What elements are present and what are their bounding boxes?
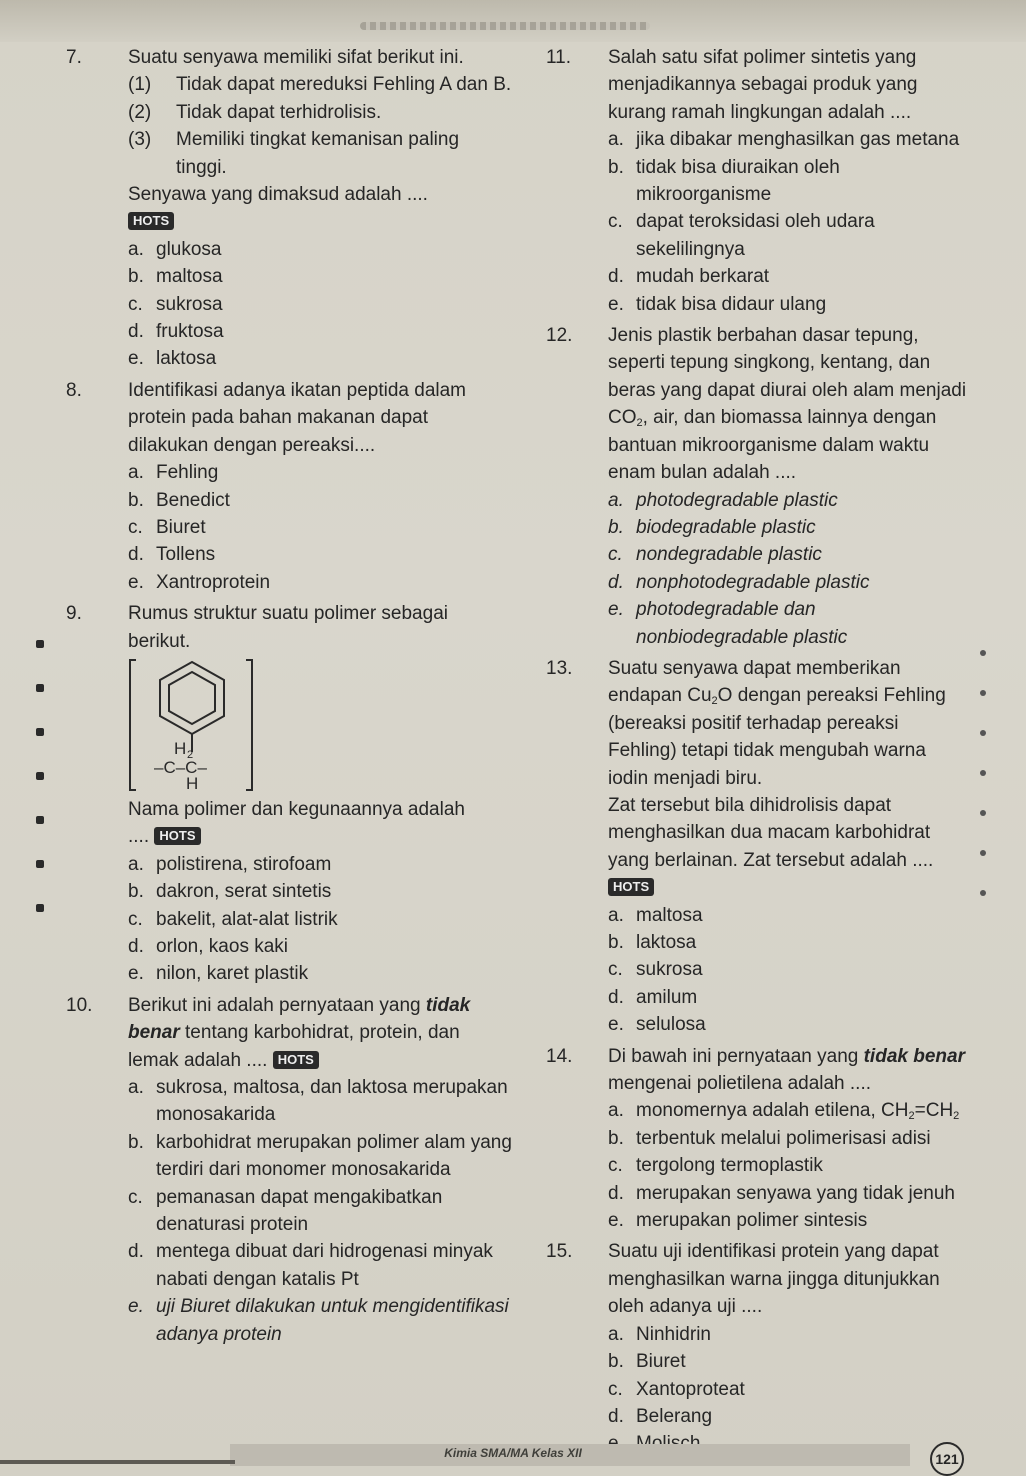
- top-decoration: [360, 22, 650, 30]
- question-12: [538, 322, 968, 651]
- option-a[interactable]: a. glukosa: [128, 238, 222, 260]
- structure-diagram: [128, 658, 258, 793]
- option-d[interactable]: d. merupakan senyawa yang tidak jenuh: [608, 1182, 955, 1204]
- question-number: 11.: [546, 47, 572, 68]
- option-d[interactable]: d. nonphotodegradable plastic: [608, 571, 870, 593]
- question-text-cont: , air, dan biomassa lainnya dengan bantuan mikroorganisme dalam waktu enam bulan adalah ....: [608, 407, 937, 484]
- question-text: Berikut ini adalah pernyataan yang: [128, 994, 426, 1016]
- question-text-2: Zat tersebut bila dihidrolisis dapat menghasilkan dua macam karbohidrat yang berlainan. Zat tersebut adalah ....: [608, 794, 934, 871]
- question-text: Rumus struktur suatu polimer sebagai berikut.: [128, 603, 448, 652]
- option-e[interactable]: e. selulosa: [608, 1014, 706, 1036]
- option-e[interactable]: e. uji Biuret dilakukan untuk mengidentifikasi adanya protein: [128, 1296, 509, 1345]
- question-prompt: Nama polimer dan kegunaannya adalah: [128, 798, 465, 820]
- option-b[interactable]: b. tidak bisa diuraikan oleh mikroorganisme: [608, 156, 840, 206]
- hots-badge: HOTS: [608, 878, 654, 896]
- option-d[interactable]: d. fruktosa: [128, 321, 224, 343]
- option-a[interactable]: a. jika dibakar menghasilkan gas metana: [608, 129, 960, 151]
- emphasis-tidak-benar: tidak benar: [863, 1045, 965, 1067]
- question-text-cont: mengenai polietilena adalah ....: [608, 1073, 872, 1095]
- binding-marks-right: [980, 650, 990, 950]
- structure-subscript: 2: [187, 748, 194, 761]
- question-13: [538, 655, 968, 1039]
- question-number: 15.: [546, 1241, 573, 1263]
- subscript: 2: [711, 695, 718, 708]
- option-a[interactable]: a. polistirena, stirofoam: [128, 853, 332, 875]
- question-11: [538, 44, 968, 318]
- left-column: [58, 44, 513, 1348]
- question-14: [538, 1043, 968, 1235]
- option-c[interactable]: c. tergolong termoplastik: [608, 1155, 823, 1177]
- option-e[interactable]: e. Xantroprotein: [128, 571, 271, 593]
- option-b[interactable]: b. dakron, serat sintetis: [128, 881, 332, 903]
- question-text: Suatu senyawa dapat memberikan endapan Cu: [608, 657, 901, 707]
- book-title: Kimia SMA/MA Kelas XII: [444, 1446, 582, 1460]
- option-c[interactable]: c. Xantoproteat: [608, 1378, 745, 1400]
- option-d[interactable]: d. mentega dibuat dari hidrogenasi minyak nabati dengan katalis Pt: [128, 1241, 493, 1290]
- option-e[interactable]: e. merupakan polimer sintesis: [608, 1210, 868, 1232]
- option-b[interactable]: b. biodegradable plastic: [608, 516, 816, 538]
- option-c[interactable]: c. sukrosa: [608, 959, 703, 981]
- option-e[interactable]: e. laktosa: [128, 348, 217, 370]
- structure-chain: –C–C–: [154, 757, 207, 777]
- option-a[interactable]: a. photodegradable plastic: [608, 489, 838, 511]
- question-text: Jenis plastik berbahan dasar tepung, seperti tepung singkong, kentang, dan beras yang dapat diurai oleh alam menjadi CO: [608, 325, 967, 429]
- hots-badge: HOTS: [128, 212, 174, 230]
- question-text: Di bawah ini pernyataan yang: [608, 1045, 864, 1067]
- question-text-cont: O dengan pereaksi Fehling (bereaksi positif terhadap pereaksi Fehling) tetapi tidak mengubah warna iodin menjadi biru.: [608, 685, 946, 789]
- question-text: Identifikasi adanya ikatan peptida dalam protein pada bahan makanan dapat dilakukan dengan pereaksi....: [128, 379, 467, 456]
- option-d[interactable]: d. amilum: [608, 986, 698, 1008]
- option-e[interactable]: e. nilon, karet plastik: [128, 963, 309, 985]
- question-prompt: Senyawa yang dimaksud adalah ....: [128, 184, 428, 206]
- subscript: 2: [636, 417, 643, 430]
- option-c[interactable]: c. nondegradable plastic: [608, 544, 822, 566]
- option-a[interactable]: a. maltosa: [608, 904, 703, 926]
- statement-text: Tidak dapat terhidrolisis.: [176, 101, 382, 123]
- option-a[interactable]: a. Fehling: [128, 462, 219, 484]
- option-b[interactable]: b. karbohidrat merupakan polimer alam yang terdiri dari monomer monosakarida: [128, 1131, 512, 1181]
- hots-badge: HOTS: [154, 827, 200, 845]
- right-column: [538, 44, 968, 1458]
- option-b[interactable]: b. maltosa: [128, 266, 223, 288]
- question-number: 13.: [546, 657, 573, 679]
- question-number: 14.: [546, 1045, 573, 1067]
- statement-number: (2): [128, 101, 152, 123]
- question-15: [538, 1238, 968, 1457]
- structure-h2: H: [174, 738, 187, 758]
- emphasis-tidak: tidak: [425, 994, 471, 1016]
- option-c[interactable]: c. Biuret: [128, 516, 206, 538]
- option-e[interactable]: e. photodegradable dan nonbiodegradable plastic: [608, 599, 848, 648]
- hots-badge: HOTS: [273, 1051, 319, 1069]
- question-text: Salah satu sifat polimer sintetis yang menjadikannya sebagai produk yang kurang ramah lingkungan adalah ....: [608, 47, 918, 123]
- option-d[interactable]: d. orlon, kaos kaki: [128, 935, 289, 957]
- option-a[interactable]: a. Ninhidrin: [608, 1323, 711, 1345]
- option-c[interactable]: c. sukrosa: [128, 293, 223, 315]
- polystyrene-structure: [128, 658, 258, 793]
- option-d[interactable]: d. mudah berkarat: [608, 266, 770, 288]
- option-b[interactable]: b. Benedict: [128, 489, 230, 511]
- emphasis-benar: benar: [128, 1022, 180, 1044]
- question-7: [58, 44, 513, 373]
- option-b[interactable]: b. laktosa: [608, 932, 697, 953]
- question-8: [58, 377, 513, 596]
- question-text: Suatu senyawa memiliki sifat berikut ini.: [128, 47, 464, 68]
- question-number: 8.: [66, 379, 82, 401]
- option-a[interactable]: a. sukrosa, maltosa, dan laktosa merupakan monosakarida: [128, 1077, 508, 1126]
- binding-marks-left: [36, 640, 50, 960]
- option-b[interactable]: b. Biuret: [608, 1351, 686, 1373]
- option-d[interactable]: d. Belerang: [608, 1405, 713, 1427]
- top-edge: [0, 0, 1026, 42]
- question-text: Suatu uji identifikasi protein yang dapat menghasilkan warna jingga ditunjukkan oleh adanya uji ....: [608, 1241, 940, 1318]
- option-a[interactable]: a. monomernya adalah etilena, $CH_2=CH_2$: [608, 1100, 960, 1123]
- statement-number: (3): [128, 129, 152, 151]
- page-footer: [0, 1438, 1026, 1476]
- option-c[interactable]: c. pemanasan dapat mengakibatkan denaturasi protein: [128, 1186, 443, 1236]
- question-text-cont: tentang karbohidrat, protein, dan lemak adalah ....: [128, 1022, 460, 1071]
- prompt-dots: ....: [128, 826, 150, 848]
- option-c[interactable]: c. dapat teroksidasi oleh udara sekelilingnya: [608, 211, 875, 260]
- page-number: 121: [930, 1442, 964, 1476]
- option-b[interactable]: b. terbentuk melalui polimerisasi adisi: [608, 1127, 931, 1149]
- statement-text: Memiliki tingkat kemanisan paling tinggi.: [176, 129, 460, 178]
- question-number: 7.: [66, 47, 82, 68]
- option-e[interactable]: e. tidak bisa didaur ulang: [608, 293, 827, 315]
- question-number: 12.: [546, 325, 573, 347]
- question-number: 10.: [66, 994, 93, 1016]
- question-9: [58, 600, 513, 988]
- statement-text: Tidak dapat mereduksi Fehling A dan B.: [176, 74, 512, 96]
- footer-line: [0, 1460, 235, 1464]
- statement-number: (1): [128, 74, 152, 96]
- question-10: [58, 992, 513, 1348]
- option-c[interactable]: c. bakelit, alat-alat listrik: [128, 908, 338, 930]
- structure-h: H: [186, 773, 199, 793]
- question-number: 9.: [66, 603, 82, 625]
- option-d[interactable]: d. Tollens: [128, 544, 216, 566]
